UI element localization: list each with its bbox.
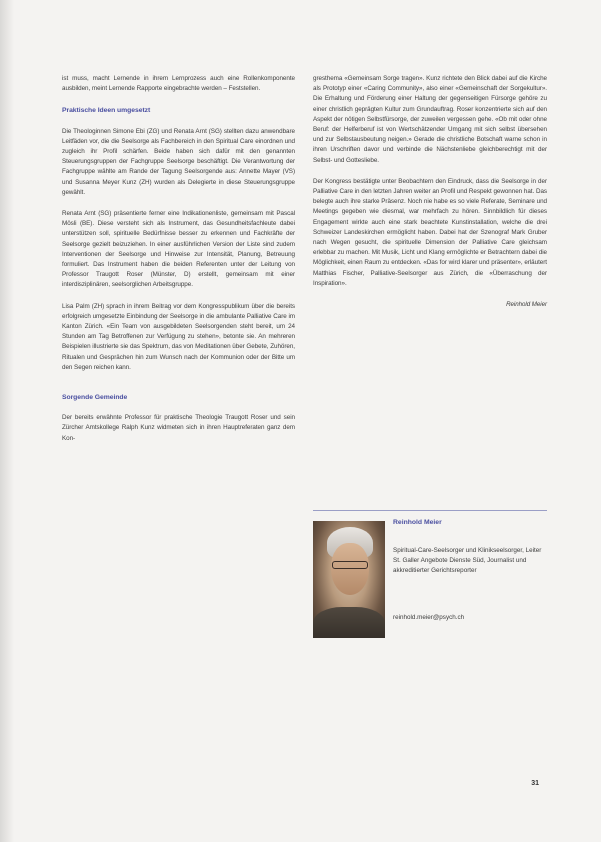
paragraph-ambulante-care: Lisa Palm (ZH) sprach in ihrem Beitrag vor dem Kongresspublikum über die bereits erfolgreich umgesetzte Einbindung der Seelsorge in die ambulante Palliative Care im Kanton Zürich. «Ein Team von ausgebildeten Seelsorgenden steht bereit, um 24 Stunden am Tag Betroffenen zur Verfügung zu stehen», betonte sie. An mehreren Beispielen illustrierte sie das Spektrum, das von Meditationen über Gebete, Zuhören, Ritualen und Gesprächen hin zum Wunsch nach der Kommunion oder der Bitte um den Segen reichen kann. (62, 302, 295, 371)
right-text-column (313, 74, 547, 310)
intro-paragraph: ist muss, macht Lernende in ihrem Lernprozess auch eine Rollenkomponente ausbilden, meint Lernende Rapporte eingebrachte werden – Feststellen. (62, 75, 295, 93)
page-number: 31 (531, 780, 539, 787)
page-binding-edge (0, 0, 14, 842)
paragraph-indikationenliste: Renata Arnt (SG) präsentierte ferner eine Indikationenliste, gemeinsam mit Pascal Mösli (BE). Diese versteht sich als Instrument, das Gesundheitsfachleute dabei unterstützen soll, spirituelle Bedürfnisse besser zu erkennen und Fachkräfte der Seelsorge gezielt beizuziehen. In einer ausführlichen Version der Liste sind zudem Interventionen der Seelsorge und Hinweise zur Intensität, Planung, Betreuung formuliert. Das Instrument haben die beiden Referenten unter der Leitung von Professor Traugott Roser (Münster, D) erstellt, gemeinsam mit einer interdisziplinären, seelsorglichen Arbeitsgruppe. (62, 210, 295, 289)
author-photo (313, 521, 385, 638)
author-name: Reinhold Meier (393, 519, 442, 526)
author-info-box (313, 518, 547, 658)
author-box-divider (313, 510, 547, 511)
article-signature: Reinhold Meier (506, 301, 547, 309)
paragraph-caring-community: gresthema «Gemeinsam Sorge tragen». Kunz richtete den Blick dabei auf die Kirche als Prototyp einer «Caring Community», also einer «Gemeinschaft der Sorgekultur». Die Erhaltung und Förderung einer Haltung der gegenseitigen Fürsorge gehöre zu einer christlich geprägten Kultur zum Grundauftrag. Roser konzentrierte sich auf den Aspekt der nötigen Selbstfürsorge, der zuweilen vergessen gehe. «Ob mit oder ohne Beruf: der Helferberuf ist von Wertschätzender Umgang mit sich selbst übersehen und zur Selbstausbeutung neigen.» Gerade die christliche Botschaft warne schon in ihren Urschriften davor und verbinde die Nächstenliebe gleichberechtigt mit der Selbst- und Gottesliebe. (313, 75, 547, 164)
left-text-column (62, 74, 295, 455)
paragraph-kongress-fazit: Der Kongress bestätigte unter Beobachtern den Eindruck, dass die Seelsorge in der Palliative Care in den letzten Jahren weiter an Profil und Respekt gewonnen hat. Das belegte auch ihre starke Präsenz. Noch nie habe es so viele Referate, Seminare und Meetings gegeben wie diesmal, war mehrfach zu hören. Sinnbildlich für dieses Engagement wirkte auch eine stark beachtete Kunstinstallation, welche die drei Schweizer Landeskirchen ermöglicht haben. Dabei hat der Szenograf Mark Gruber nach Wegen gesucht, die spirituelle Dimension der Palliative Care gleichsam erlebbar zu machen. Mit Musik, Licht und Klang ermöglichte er Betrachtern dabei die Möglichkeit, einen Raum zu entdecken. «Das for wird klarer und präsenter», erläutert Matthias Fischer, Palliative-Seelsorger aus Zürich, die «Überraschung der Inspiration». (313, 177, 547, 287)
author-bio: Spiritual-Care-Seelsorger und Klinikseelsorger, Leiter St. Galler Angebote Dienste Süd, Journalist und akkreditierter Gerichtsreporter (393, 547, 542, 575)
paragraph-leitfaeden: Die Theologinnen Simone Ebi (ZG) und Renata Arnt (SG) stellten dazu anwendbare Leitfäden vor, die die Seelsorge als Fachbereich in den Spiritual Care einordnen und zugleich ihr Profil schärfen. Beide haben sich dafür mit den genannten Steuerungsgruppen der Fachgruppe Seelsorge beschäftigt. Die Verantwortung der Fachgruppe wählte am Rande der Tagung Seelsorgende aus: Annette Mayer (VS) und Susanna Meyer Kunz (ZH) wurden als Delegierte in diese Steuerungsgruppe gewählt. (62, 127, 295, 196)
section-heading-praktische-ideen: Praktische Ideen umgesetzt (62, 107, 151, 115)
paragraph-hauptreferate: Der bereits erwähnte Professor für praktische Theologie Traugott Roser und sein Zürcher Amtskollege Ralph Kunz widmeten sich in ihren Hauptreferaten ganz dem Kon- (62, 414, 295, 442)
section-heading-sorgende-gemeinde: Sorgende Gemeinde (62, 394, 128, 402)
author-email-link[interactable]: reinhold.meier@psych.ch (393, 614, 465, 621)
